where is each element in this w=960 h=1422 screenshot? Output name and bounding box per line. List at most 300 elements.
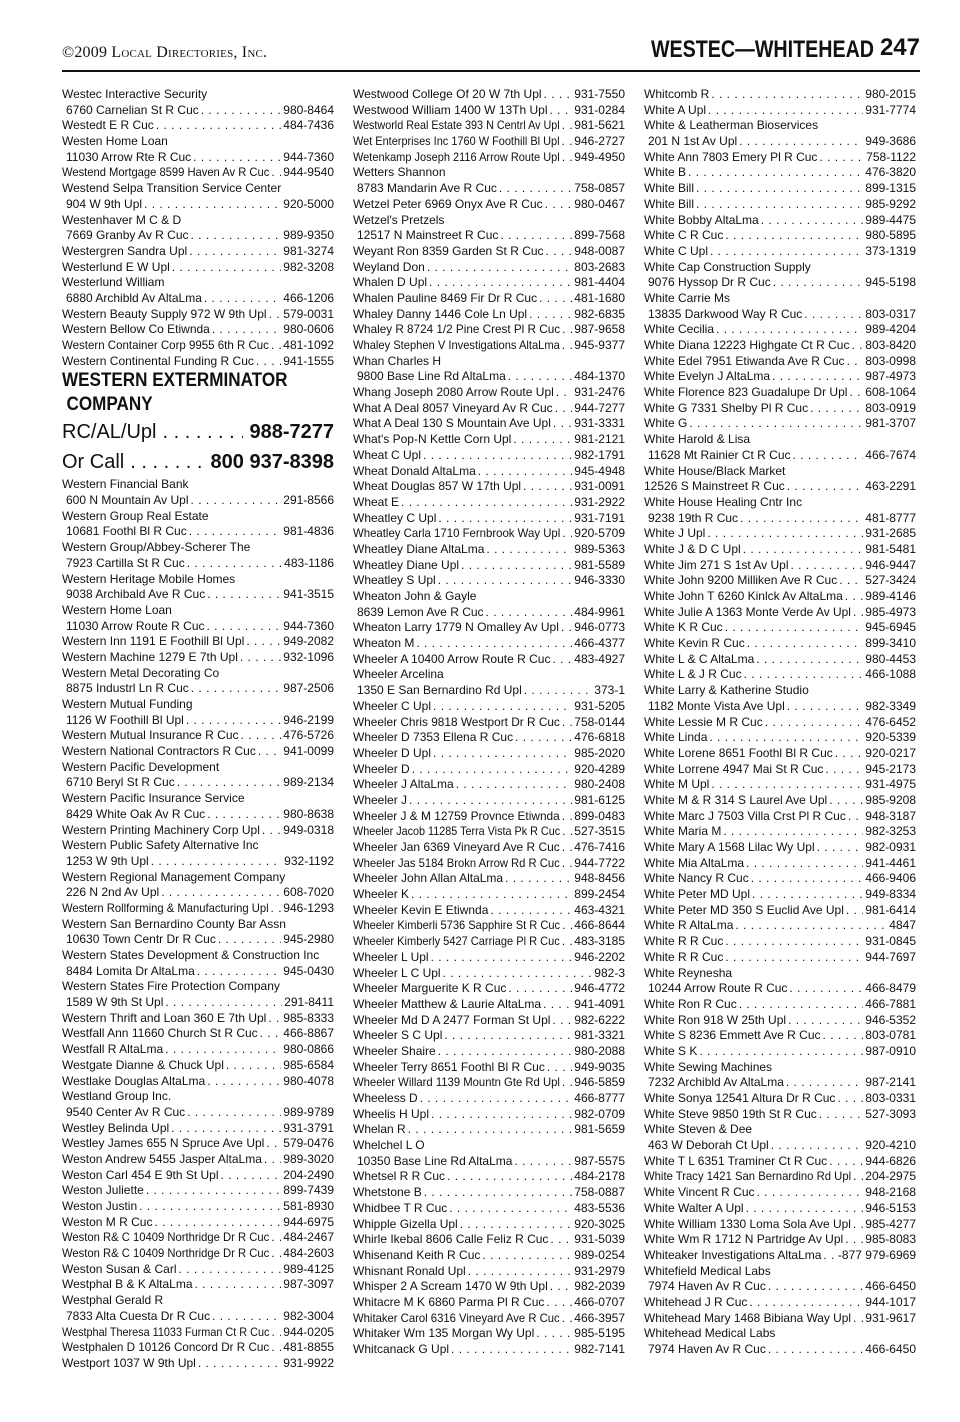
dot-leader	[711, 87, 863, 103]
listing-name: Whitehead Mary 1468 Bibiana Way Upl	[644, 1310, 851, 1325]
dot-leader	[212, 322, 281, 338]
dot-leader	[411, 887, 572, 903]
listing-entry	[644, 667, 916, 683]
listing-name: Wheeler Jacob 11285 Terra Vista Pk R Cuc	[353, 824, 561, 839]
listing-name: Whitacre M K 6860 Parma Pl R Cuc	[353, 1294, 545, 1309]
dot-leader	[545, 197, 573, 213]
page-header	[62, 30, 920, 64]
dot-leader	[757, 1185, 864, 1201]
listing-entry	[62, 1152, 334, 1168]
listing-entry	[644, 1028, 916, 1044]
listing-heading	[353, 589, 625, 605]
listing-name: Westley James 655 N Spruce Ave Upl	[62, 1136, 265, 1151]
listing-entry	[353, 683, 625, 699]
listing-entry	[62, 1262, 334, 1278]
listing-phone: 944-0205	[283, 1324, 334, 1339]
listing-name: RC/AL/Upl	[62, 421, 157, 444]
listing-name: Western Rollforming & Manufacturing Upl	[62, 900, 269, 915]
listing-heading	[644, 1326, 916, 1342]
listing-entry	[644, 871, 916, 887]
listing-name: Western Heritage Mobile Homes	[62, 571, 236, 586]
listing-entry	[644, 479, 916, 495]
listing-entry	[353, 416, 625, 432]
dot-leader	[144, 197, 281, 213]
listing-entry	[644, 997, 916, 1013]
listing-name: 6880 Archibld Av AltaLma	[66, 290, 202, 305]
listing-name: Whelan R	[353, 1122, 406, 1137]
listing-entry	[353, 1028, 625, 1044]
dot-leader	[431, 1107, 572, 1123]
dot-leader	[772, 369, 863, 385]
dot-leader	[187, 1105, 281, 1121]
dot-leader	[546, 1295, 572, 1311]
listing-phone: 944-7697	[865, 949, 916, 964]
listing-entry	[62, 1183, 334, 1199]
dot-leader	[819, 150, 864, 166]
dot-leader	[550, 1232, 572, 1248]
listing-name: Western Beauty Supply 972 W 9th Upl	[62, 306, 267, 321]
listing-name: White J & D C Upl	[644, 541, 741, 556]
dot-leader	[427, 260, 572, 276]
listing-phone: 920-5000	[283, 196, 334, 211]
dot-leader	[207, 1074, 281, 1090]
listing-phone: 987-9658	[574, 322, 625, 337]
listing-name: Western Home Loan	[62, 602, 172, 617]
listing-name: Wheaton Larry 1779 N Omalley Av Upl	[353, 620, 559, 635]
listing-entry	[644, 1279, 916, 1295]
listing-name: Or Call	[62, 451, 125, 474]
listing-name: Whang Joseph 2080 Arrow Route Upl	[353, 385, 554, 400]
dot-leader	[412, 762, 573, 778]
dot-leader	[848, 809, 863, 825]
listing-phone: 476-6818	[574, 730, 625, 745]
listing-name: Westergren Sandra Upl	[62, 243, 188, 258]
listing-name: 7923 Cartilla St R Cuc	[66, 555, 185, 570]
listing-entry	[353, 1342, 625, 1358]
listing-phone: 980-8464	[283, 102, 334, 117]
dot-leader	[553, 416, 572, 432]
listing-name: White Evelyn J AltaLma	[644, 369, 771, 384]
dot-leader	[478, 464, 573, 480]
listing-name: White Maria M	[644, 824, 722, 839]
listing-name: Western Thrift and Loan 360 E 7th Upl	[62, 1010, 267, 1025]
listing-entry	[62, 1042, 334, 1058]
listing-entry	[353, 244, 625, 260]
dot-leader	[725, 934, 863, 950]
listing-name: Western National Contractors R Cuc	[62, 744, 256, 759]
listing-phone: 484-1370	[574, 369, 625, 384]
dot-leader	[198, 1356, 281, 1372]
listing-entry	[353, 887, 625, 903]
listing-name: Wetters Shannon	[353, 165, 446, 180]
listing-name: Western Pacific Insurance Service	[62, 791, 245, 806]
listing-entry	[62, 1277, 334, 1293]
listing-name: 9076 Hyssop Dr R Cuc	[648, 275, 771, 290]
listing-heading	[62, 838, 334, 854]
listing-name: White & Leatherman Bioservices	[644, 118, 819, 133]
dot-leader	[438, 1044, 573, 1060]
listing-name: Whan Charles H	[353, 353, 442, 368]
listing-phone: 985-8333	[283, 1010, 334, 1025]
listing-entry	[62, 1105, 334, 1121]
dot-leader	[246, 634, 281, 650]
dot-leader	[746, 856, 863, 872]
listing-heading	[644, 260, 916, 276]
listing-name: Wheeler Marguerite K R Cuc	[353, 981, 507, 996]
listing-name: Whidbee T R Cuc	[353, 1200, 448, 1215]
listing-phone: 373-1319	[865, 243, 916, 258]
dot-leader	[562, 338, 572, 354]
listing-name: What A Deal 130 S Mountain Ave Upl	[353, 416, 551, 431]
listing-entry	[353, 1091, 625, 1107]
dot-leader	[823, 1028, 864, 1044]
dot-leader	[266, 1136, 281, 1152]
listing-name: Wheatley S Upl	[353, 573, 436, 588]
listing-phone: 4847	[889, 918, 916, 933]
listing-name: Whetsel R R Cuc	[353, 1169, 446, 1184]
listing-name: Weston R& C 10409 Northridge Dr R Cuc	[62, 1230, 270, 1245]
listing-name: Wheeler Kimberli 5736 Sapphire St R Cuc	[353, 918, 561, 933]
dot-leader	[787, 479, 864, 495]
listing-phone: 944-1017	[865, 1294, 916, 1309]
listing-phone: 987-5575	[574, 1153, 625, 1168]
listing-name: 9238 19th R Cuc	[648, 510, 739, 525]
listing-name: Weston Andrew 5455 Jasper AltaLma	[62, 1151, 262, 1166]
dot-leader	[556, 385, 572, 401]
dot-leader	[561, 620, 572, 636]
listing-entry	[644, 1201, 916, 1217]
listing-entry	[644, 1248, 916, 1264]
listing-heading	[62, 509, 334, 525]
listing-phone: 466-6450	[865, 1279, 916, 1294]
listing-entry	[353, 369, 625, 385]
dot-leader	[408, 1122, 573, 1138]
listing-phone: 481-1680	[574, 290, 625, 305]
listing-phone: 989-4475	[865, 212, 916, 227]
dot-leader	[514, 1154, 572, 1170]
listing-name: Western Metal Decorating Co	[62, 665, 220, 680]
listing-entry	[353, 699, 625, 715]
dot-leader	[752, 887, 863, 903]
listing-phone: 948-2168	[865, 1185, 916, 1200]
listing-entry	[644, 699, 916, 715]
listing-phone: 989-4146	[865, 589, 916, 603]
listing-phone: 981-4404	[574, 275, 625, 290]
listing-name: White C Upl	[644, 243, 709, 258]
listing-heading	[353, 1138, 625, 1154]
listing-name: Westenhaver M C & D	[62, 212, 182, 227]
listing-phone: 981-3707	[865, 416, 916, 431]
listing-heading	[644, 118, 916, 134]
listing-phone: 946-4772	[574, 981, 625, 996]
listing-entry	[353, 464, 625, 480]
listing-name: Wheeler D Upl	[353, 745, 432, 760]
listing-phone: 527-3093	[865, 1106, 916, 1121]
listing-name: White Bill	[644, 181, 695, 196]
listing-entry	[62, 1215, 334, 1231]
listing-phone: 941-1555	[283, 353, 334, 368]
listing-name: Western Printing Machinery Corp Upl	[62, 822, 260, 837]
listing-phone: 608-7020	[283, 885, 334, 900]
listing-phone: 980-2015	[865, 87, 916, 101]
listing-entry	[353, 495, 625, 511]
listing-phone: 931-3331	[574, 416, 625, 431]
dot-leader	[788, 1013, 863, 1029]
listing-name: 11030 Arrow Rte R Cuc	[66, 149, 192, 164]
listing-name: Wheeler Jas 5184 Brokn Arrow Rd R Cuc	[353, 855, 560, 870]
listing-heading	[62, 1293, 334, 1309]
listing-entry	[353, 730, 625, 746]
listing-heading	[644, 291, 916, 307]
listing-entry	[353, 181, 625, 197]
listing-entry	[62, 260, 334, 276]
dot-leader	[139, 1199, 281, 1215]
listing-phone: 980-8638	[283, 806, 334, 821]
listing-name: Westwood College Of 20 W 7th Upl	[353, 87, 542, 101]
listing-entry	[62, 291, 334, 307]
listing-phone: 466-9406	[865, 871, 916, 886]
listing-phone: 899-3410	[865, 636, 916, 651]
dot-leader	[552, 652, 572, 668]
listing-phone: 981-6125	[574, 792, 625, 807]
listing-heading	[62, 181, 334, 197]
listing-heading	[62, 477, 334, 493]
listing-name: White J Upl	[644, 526, 706, 541]
listing-phone: 803-8420	[865, 338, 916, 352]
listing-name: Whitefield Medical Labs	[644, 1263, 771, 1278]
dot-leader	[536, 1326, 572, 1342]
dot-leader	[847, 354, 864, 370]
listing-entry	[644, 322, 916, 338]
listing-name: Weston R& C 10409 Northridge Dr R Cuc	[62, 1246, 270, 1261]
listing-phone: 981-3274	[283, 243, 334, 258]
listing-name: Wheeler Willard 1139 Mountn Gte Rd Upl	[353, 1075, 560, 1090]
listing-heading	[644, 1122, 916, 1138]
dot-leader	[269, 307, 282, 323]
listing-name: Western Regional Management Company	[62, 869, 286, 884]
listing-name: Wheatley Diane AltaLma	[353, 541, 485, 556]
listing-entry	[62, 1136, 334, 1152]
listing-name: Whaley Stephen V Investigations AltaLma	[353, 338, 560, 352]
listing-name: 1253 W 9th Upl	[66, 853, 149, 868]
listing-name: 7974 Haven Av R Cuc	[648, 1342, 766, 1356]
listing-phone: 581-8930	[283, 1199, 334, 1213]
dot-leader	[739, 997, 864, 1013]
dot-leader	[546, 244, 573, 260]
listing-phone: 920-0217	[865, 745, 916, 760]
listing-name: White Bobby AltaLma	[644, 212, 759, 227]
listing-entry	[353, 620, 625, 636]
dot-leader	[409, 793, 572, 809]
dot-leader	[438, 573, 573, 589]
listing-phone: 981-2121	[574, 432, 625, 447]
dot-leader	[845, 589, 863, 605]
listing-name: White S K	[644, 1043, 698, 1058]
listing-phone: 758-1122	[866, 149, 916, 164]
listing-entry	[353, 793, 625, 809]
listing-phone: 800 937-8398	[210, 451, 334, 474]
dot-leader	[482, 1248, 572, 1264]
listing-name: White G 7331 Shelby Pl R Cuc	[644, 400, 809, 415]
listing-name: 9800 Base Line Rd AltaLma	[357, 369, 506, 384]
listing-name: White L & C AltaLma	[644, 651, 755, 666]
dot-leader	[746, 1201, 864, 1217]
listing-entry	[353, 1201, 625, 1217]
listing-entry	[353, 1154, 625, 1170]
listing-entry	[62, 650, 334, 666]
listing-name: Western Pacific Development	[62, 759, 220, 774]
listing-name: White Wm R 1712 N Partridge Av Upl	[644, 1232, 844, 1247]
listing-phone: 981-5621	[574, 118, 625, 133]
listing-entry	[644, 730, 916, 746]
listing-name: Wheat E	[353, 494, 400, 509]
listing-entry	[644, 950, 916, 966]
listing-phone: 989-2134	[283, 775, 334, 790]
dot-leader	[765, 715, 864, 731]
listing-entry	[62, 1168, 334, 1184]
listing-name: 9038 Archibald Ave R Cuc	[66, 587, 206, 602]
listing-phone: 932-1192	[284, 853, 334, 868]
listing-entry	[644, 793, 916, 809]
listing-entry	[353, 307, 625, 323]
listing-phone: 982-3253	[865, 824, 916, 839]
dot-leader	[154, 1215, 281, 1231]
listing-phone: 899-0483	[574, 808, 625, 823]
listing-phone: 941-0099	[283, 744, 334, 759]
listing-name: 11030 Arrow Route R Cuc	[66, 618, 205, 633]
listing-name: Whalen Pauline 8469 Fir Dr R Cuc	[353, 290, 538, 305]
listing-name: Western Container Corp 9955 6th R Cuc	[62, 338, 269, 352]
listing-entry	[644, 605, 916, 621]
listing-name: White R AltaLma	[644, 918, 734, 933]
listing-name: Weston Carl 454 E 9th St Upl	[62, 1167, 219, 1182]
listing-phone: 988-7277	[249, 421, 334, 444]
listing-entry	[644, 840, 916, 856]
dot-leader	[853, 1217, 863, 1233]
listing-phone: 982-0931	[865, 840, 916, 854]
dot-leader	[740, 511, 863, 527]
dot-leader	[260, 1026, 282, 1042]
dot-leader	[189, 244, 281, 260]
listing-entry	[353, 103, 625, 119]
listing-name: White B	[644, 165, 687, 180]
listing-phone: 985-6584	[283, 1057, 334, 1072]
listing-entry	[353, 652, 625, 668]
listing-name: White House/Black Market	[644, 463, 786, 478]
listing-heading	[62, 666, 334, 682]
listing-name: Whalen D Upl	[353, 275, 428, 290]
listing-name: Wheeler Kevin E Etiwnda	[353, 902, 489, 917]
listing-entry	[644, 103, 916, 119]
listing-name: Western Group Real Estate	[62, 508, 209, 523]
listing-name: Wheeler Jan 6369 Vineyard Ave R Cuc	[353, 840, 560, 854]
dot-leader	[804, 307, 863, 323]
listing-entry	[353, 715, 625, 731]
listing-phone: 985-9208	[865, 792, 916, 807]
listing-phone: 985-9292	[865, 196, 916, 211]
dot-leader	[761, 213, 864, 229]
listing-entry	[62, 1121, 334, 1137]
listing-name: White Ron 918 W 25th Upl	[644, 1012, 787, 1027]
listing-entry	[644, 369, 916, 385]
listing-entry	[644, 1044, 916, 1060]
listing-phone: 946-2727	[574, 134, 625, 149]
listing-phone: 466-7881	[865, 996, 916, 1011]
listing-phone: 980-4453	[865, 651, 916, 666]
listing-phone: 481-1092	[283, 338, 334, 352]
listing-phone: 944-7360	[283, 149, 334, 164]
listing-entry	[62, 322, 334, 338]
listing-name: Wheeler J AltaLma	[353, 777, 454, 792]
listing-entry	[62, 681, 334, 697]
listing-entry	[62, 713, 334, 729]
dot-leader	[839, 573, 863, 589]
dot-leader	[212, 1309, 281, 1325]
listing-name: Weston M R Cuc	[62, 1214, 153, 1229]
listing-entry	[353, 1279, 625, 1295]
listing-name: White G	[644, 416, 688, 431]
listing-entry	[353, 981, 625, 997]
listing-entry	[62, 118, 334, 134]
listing-phone: 981-6414	[865, 902, 916, 917]
listing-phone: 466-6450	[865, 1342, 916, 1356]
dot-leader	[853, 1169, 863, 1185]
dot-leader	[191, 493, 282, 509]
dot-leader	[433, 746, 572, 762]
listing-phone: 931-7550	[574, 87, 625, 101]
dot-leader	[699, 1044, 863, 1060]
listing-name: Western Machine 1279 E 7th Upl	[62, 649, 238, 664]
listing-phone: 803-0331	[865, 1091, 916, 1105]
listing-phone: 803-2683	[574, 259, 625, 274]
listing-heading	[644, 1264, 916, 1280]
dot-leader	[193, 150, 281, 166]
dot-leader	[747, 636, 864, 652]
listing-name: Weston Justin	[62, 1199, 138, 1213]
listing-phone: 931-5205	[574, 698, 625, 713]
dot-leader	[562, 934, 573, 950]
listing-name: White Ann 7803 Emery Pl R Cuc	[644, 149, 818, 164]
listing-phone: 931-0091	[574, 479, 625, 494]
listing-entry	[644, 385, 916, 401]
listing-name: Westerlund E W Upl	[62, 259, 170, 274]
listing-entry	[644, 165, 916, 181]
listing-name: Wheat C Upl	[353, 447, 422, 462]
listing-phone: 931-5039	[574, 1232, 625, 1247]
listing-heading	[62, 540, 334, 556]
listing-heading	[62, 870, 334, 886]
listing-name: Westend Mortgage 8599 Haven Av R Cuc	[62, 165, 270, 180]
listing-name: 600 N Mountain Av Upl	[66, 493, 189, 508]
listing-entry	[353, 966, 625, 982]
listing-entry	[353, 228, 625, 244]
dot-leader	[505, 871, 572, 887]
listing-entry	[353, 291, 625, 307]
listing-phone: 484-9961	[574, 604, 625, 619]
listing-entry	[62, 885, 334, 901]
listing-phone: 481-8777	[865, 510, 916, 525]
listing-entry	[353, 856, 625, 872]
listing-entry	[62, 634, 334, 650]
listing-name: White Bill	[644, 196, 695, 211]
listing-name: Western Mutual Insurance R Cuc	[62, 728, 239, 743]
dot-leader	[773, 275, 864, 291]
dot-leader	[256, 354, 281, 370]
listing-column-2	[353, 87, 625, 1358]
listing-entry	[644, 934, 916, 950]
listing-name: 463 W Deborah Ct Upl	[648, 1138, 769, 1153]
listing-phone: 945-6945	[865, 620, 916, 635]
